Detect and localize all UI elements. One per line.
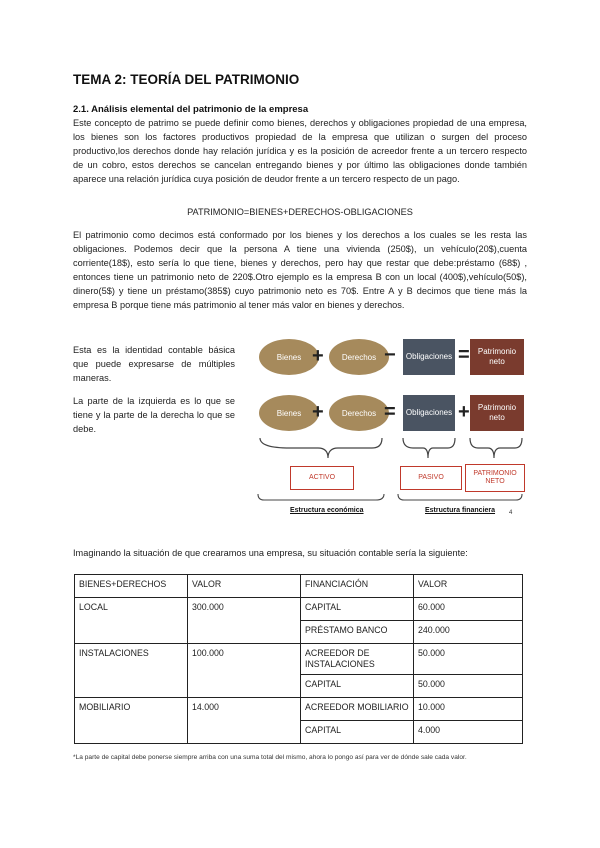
header-cell: FINANCIACIÓN: [301, 575, 414, 598]
table-cell: 10.000: [414, 698, 523, 721]
estructura-economica-label: Estructura económica: [290, 507, 364, 514]
header-cell: BIENES+DERECHOS: [75, 575, 188, 598]
table-cell: 4.000: [414, 721, 523, 744]
patrimonio-box-2: Patrimonio neto: [470, 395, 524, 431]
table-cell: ACREEDOR DE INSTALACIONES: [301, 644, 414, 675]
bracket-activo: [260, 438, 382, 458]
pasivo-label: PASIVO: [400, 466, 462, 490]
table-cell: CAPITAL: [301, 675, 414, 698]
table-cell: MOBILIARIO: [75, 698, 188, 744]
footnote: *La parte de capital debe ponerse siempre arriba con una suma total del mismo, ahora lo pongo así para ver de dónde sale cada valor.: [73, 754, 467, 761]
table-cell: 240.000: [414, 621, 523, 644]
table-cell: INSTALACIONES: [75, 644, 188, 698]
table-cell: CAPITAL: [301, 598, 414, 621]
table-intro: Imaginando la situación de que crearamos una empresa, su situación contable sería la siguiente:: [73, 548, 468, 558]
equals-sign-1: =: [458, 344, 470, 366]
accounting-table: [74, 574, 523, 744]
bienes-oval-1: Bienes: [259, 339, 319, 375]
table-cell: 300.000: [188, 598, 301, 644]
table-row: [75, 644, 523, 675]
side-text-explanation: La parte de la izquierda es lo que se tiene y la parte de la derecha lo que se debe.: [73, 396, 235, 434]
table-cell: 14.000: [188, 698, 301, 744]
table-header-row: [75, 575, 523, 598]
bracket-economica: [258, 494, 384, 500]
bracket-lines: [250, 436, 530, 464]
patrimonio-neto-label: PATRIMONIO NETO: [465, 464, 525, 492]
equals-sign-2: =: [384, 401, 396, 423]
derechos-oval-2: Derechos: [329, 395, 389, 431]
table-cell: PRÉSTAMO BANCO: [301, 621, 414, 644]
paragraph-definition: Este concepto de patrimo se puede definir como bienes, derechos y obligaciones propiedad de una empresa, los bienes son los factores productivos propiedad de la empresa que utilizan o surgen del proceso productivo,los derechos donde hay relación jurídica y es la posición de acreedor frente a un tercero respecto de un cobro, estos derechos se cancelan entregando bienes y por último las obligaciones donde también aparece una relación jurídica cuya posición de deudor frente a un tercero respecto de un pago.: [73, 118, 527, 184]
table-cell: 60.000: [414, 598, 523, 621]
table-cell: LOCAL: [75, 598, 188, 644]
derechos-oval-1: Derechos: [329, 339, 389, 375]
header-cell: VALOR: [414, 575, 523, 598]
table-cell: 50.000: [414, 644, 523, 675]
table-row: [75, 698, 523, 721]
plus-sign-1: +: [312, 345, 324, 367]
patrimonio-box-1: Patrimonio neto: [470, 339, 524, 375]
table-cell: CAPITAL: [301, 721, 414, 744]
section-title: 2.1. Análisis elemental del patrimonio de la empresa: [73, 104, 309, 115]
obligaciones-box-1: Obligaciones: [403, 339, 455, 375]
side-text-identity: Esta es la identidad contable básica que puede expresarse de múltiples maneras.: [73, 345, 235, 383]
structure-bracket-lines: [250, 492, 530, 508]
plus-sign-3: +: [458, 401, 470, 423]
patrimonio-formula: PATRIMONIO=BIENES+DERECHOS-OBLIGACIONES: [187, 207, 413, 217]
bracket-patrimonio: [470, 438, 522, 458]
page-mark: 4: [509, 510, 513, 516]
obligaciones-box-2: Obligaciones: [403, 395, 455, 431]
page-title: TEMA 2: TEORÍA DEL PATRIMONIO: [73, 72, 300, 87]
table-cell: ACREEDOR MOBILIARIO: [301, 698, 414, 721]
minus-sign-1: −: [384, 344, 396, 366]
paragraph-examples: El patrimonio como decimos está conformado por los bienes y los derechos a los cuales se les resta las obligaciones. Podemos decir que la persona A tiene una vivienda (250$), un vehículo(20$),cuenta corriente(18$), esto sería lo que tiene, bienes y derechos, pero hay que restar que debe:préstamo (68$) , entonces tiene un patrimonio neto de 220$.Otro ejemplo es la empresa B con un local (400$),vehículo(50$), dinero(5$) y tiene un préstamo(385$) cuyo patrimonio neto es 70$. Entre A y B decimos que tiene más la empresa B porque tiene más patrimonio al tener más valor en bienes y derechos.: [73, 230, 527, 310]
table-cell: 100.000: [188, 644, 301, 698]
bracket-pasivo: [403, 438, 455, 458]
plus-sign-2: +: [312, 401, 324, 423]
bracket-financiera: [398, 494, 522, 500]
activo-label: ACTIVO: [290, 466, 354, 490]
table-cell: 50.000: [414, 675, 523, 698]
header-cell: VALOR: [188, 575, 301, 598]
table-row: [75, 598, 523, 621]
bienes-oval-2: Bienes: [259, 395, 319, 431]
estructura-financiera-label: Estructura financiera: [425, 507, 496, 514]
